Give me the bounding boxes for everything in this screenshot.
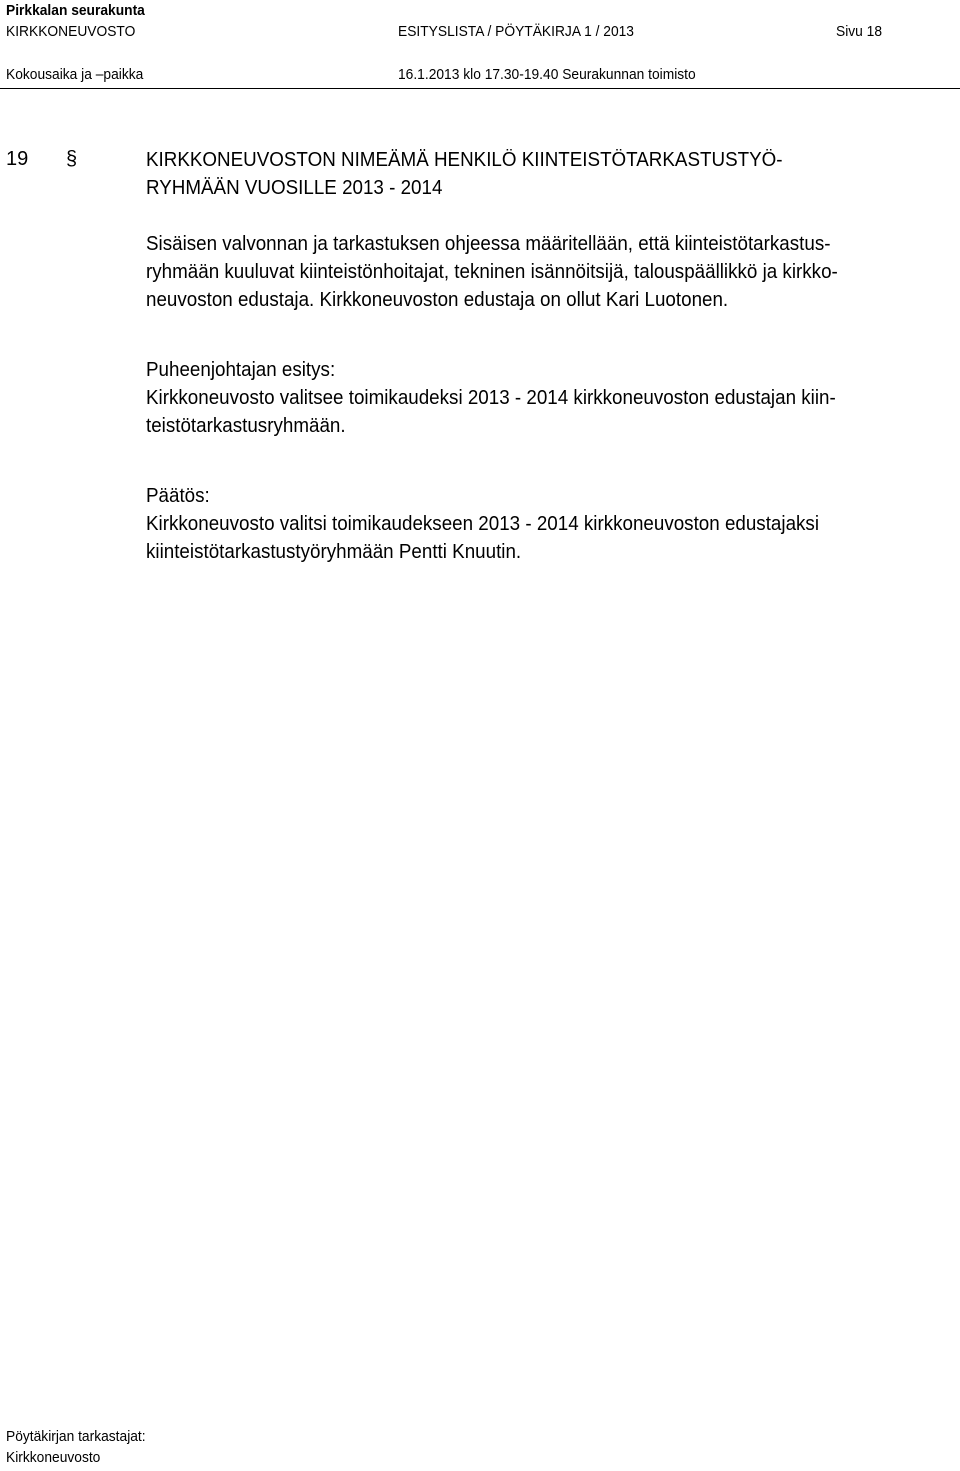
decision-label: Päätös: [146, 485, 210, 507]
header-board: KIRKKONEUVOSTO [6, 23, 136, 40]
intro-line: neuvoston edustaja. Kirkkoneuvoston edustaja on ollut Kari Luotonen. [146, 289, 729, 311]
decision-line: kiinteistötarkastustyöryhmään Pentti Knuutin. [146, 541, 522, 563]
header-page-number: Sivu 18 [836, 23, 883, 40]
footer-board-label: Kirkkoneuvosto [6, 1449, 101, 1466]
section-mark: § [66, 148, 78, 170]
proposal-line: teistötarkastusryhmään. [146, 415, 346, 437]
intro-paragraph [146, 230, 946, 314]
intro-line: Sisäisen valvonnan ja tarkastuksen ohjeessa määritellään, että kiinteistötarkastus- [146, 233, 831, 255]
header-divider [0, 88, 960, 89]
proposal-paragraph [146, 384, 946, 440]
section-title-line: RYHMÄÄN VUOSILLE 2013 - 2014 [146, 177, 443, 199]
footer-reviewers-label: Pöytäkirjan tarkastajat: [6, 1428, 146, 1445]
header-time-value: 16.1.2013 klo 17.30-19.40 Seurakunnan toimisto [398, 66, 696, 83]
section-title-line: KIRKKONEUVOSTON NIMEÄMÄ HENKILÖ KIINTEISTÖTARKASTUSTYÖ- [146, 149, 783, 171]
header-document-title: ESITYSLISTA / PÖYTÄKIRJA 1 / 2013 [398, 23, 634, 40]
header-time-label: Kokousaika ja –paikka [6, 66, 144, 83]
decision-line: Kirkkoneuvosto valitsi toimikaudekseen 2013 - 2014 kirkkoneuvoston edustajaksi [146, 513, 820, 535]
section-number: 19 [6, 148, 29, 170]
intro-line: ryhmään kuuluvat kiinteistönhoitajat, tekninen isännöitsijä, talouspäällikkö ja kirkko- [146, 261, 838, 283]
section-title [146, 146, 898, 202]
decision-paragraph [146, 510, 946, 566]
proposal-label: Puheenjohtajan esitys: [146, 359, 336, 381]
header-organization: Pirkkalan seurakunta [6, 2, 145, 19]
proposal-line: Kirkkoneuvosto valitsee toimikaudeksi 2013 - 2014 kirkkoneuvoston edustajan kiin- [146, 387, 836, 409]
